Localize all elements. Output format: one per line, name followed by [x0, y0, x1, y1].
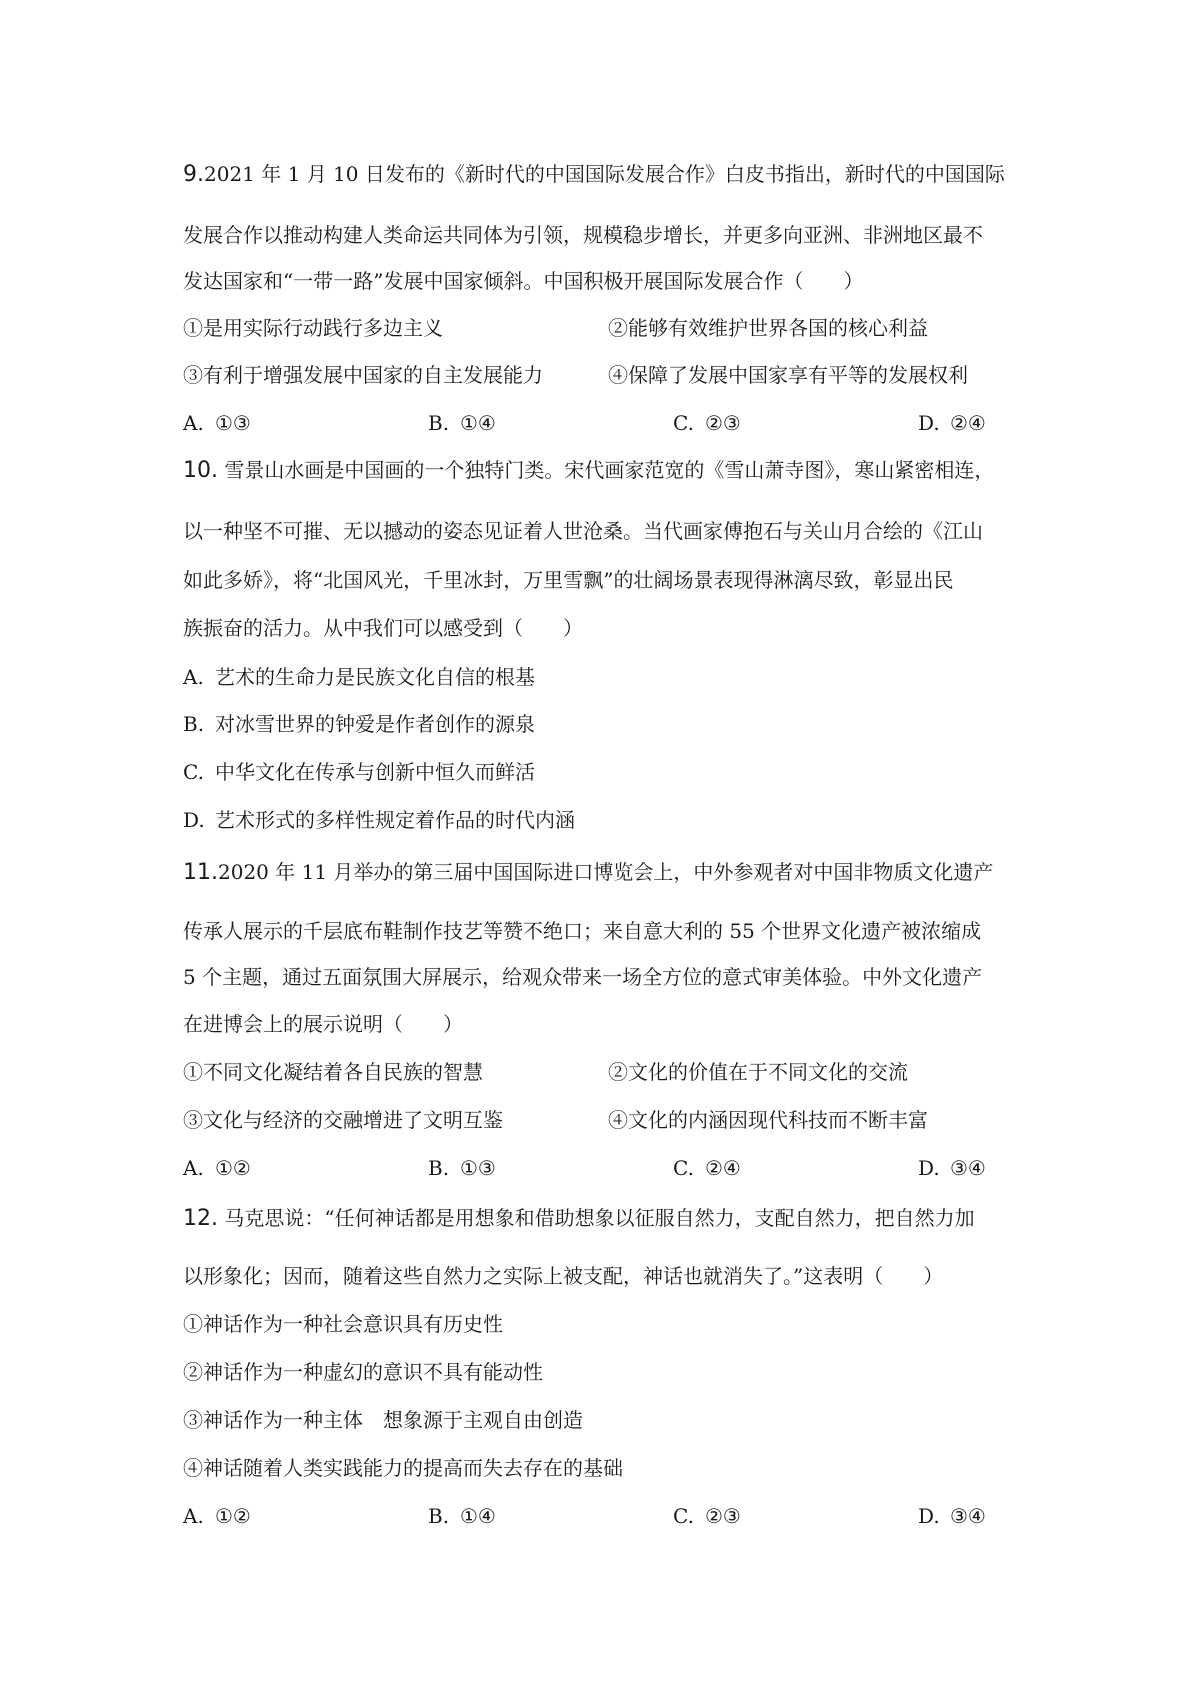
q9-line-1 — [183, 160, 1033, 189]
q11-choice-b[interactable] — [428, 1154, 496, 1182]
q12-text-1: 马克思说：“任何神话都是用想象和借助想象以征服自然力，支配自然力，把自然力加 — [224, 1206, 975, 1230]
q9-number: 9. — [183, 162, 204, 187]
q9-choice-d[interactable] — [918, 409, 986, 437]
choice-text: ②③ — [705, 411, 741, 435]
choice-text: 艺术的生命力是民族文化自信的根基 — [215, 665, 535, 689]
q12-line-2: 以形象化；因而，随着这些自然力之实际上被支配，神话也就消失了。”这表明（ ） — [183, 1264, 944, 1288]
q11-choice-d[interactable] — [918, 1154, 986, 1182]
choice-letter: D. — [918, 411, 940, 435]
choice-text: ①② — [215, 1156, 251, 1180]
choice-text: ②④ — [950, 411, 986, 435]
q9-statement-3: ③有利于增强发展中国家的自主发展能力 — [183, 363, 543, 387]
q10-choice-c[interactable] — [183, 758, 1033, 786]
choice-text: ①④ — [460, 411, 496, 435]
choice-text: ②③ — [705, 1504, 741, 1528]
choice-letter: B. — [428, 1504, 450, 1528]
q12-choice-a[interactable] — [183, 1502, 251, 1530]
choice-text: ①② — [215, 1504, 251, 1528]
q10-line-1 — [183, 456, 1033, 485]
choice-text: 对冰雪世界的钟爱是作者创作的源泉 — [215, 712, 535, 736]
q12-statement-1: ①神话作为一种社会意识具有历史性 — [183, 1312, 503, 1336]
q9-choice-b[interactable] — [428, 409, 496, 437]
q10-line-3: 如此多娇》，将“北国风光，千里冰封，万里雪飘”的壮阔场景表现得淋漓尽致，彰显出民 — [183, 568, 954, 592]
q9-text-1: 2021 年 1 月 10 日发布的《新时代的中国国际发展合作》白皮书指出，新时代的中国国际 — [204, 162, 1005, 186]
q9-choice-a[interactable] — [183, 409, 251, 437]
q11-statement-2: ②文化的价值在于不同文化的交流 — [608, 1060, 908, 1084]
choice-letter: B. — [428, 1156, 450, 1180]
choice-text: 中华文化在传承与创新中恒久而鲜活 — [215, 760, 535, 784]
q12-number: 12. — [183, 1206, 218, 1231]
choice-text: ①③ — [460, 1156, 496, 1180]
q11-line-3: 5 个主题，通过五面氛围大屏展示，给观众带来一场全方位的意式审美体验。中外文化遗产 — [183, 965, 983, 989]
q10-line-2: 以一种坚不可摧、无以撼动的姿态见证着人世沧桑。当代画家傅抱石与关山月合绘的《江山 — [183, 519, 983, 543]
choice-text: 艺术形式的多样性规定着作品的时代内涵 — [215, 808, 575, 832]
q11-statement-3: ③文化与经济的交融增进了文明互鉴 — [183, 1108, 503, 1132]
q12-choice-c[interactable] — [673, 1502, 741, 1530]
choice-letter: B. — [183, 712, 205, 736]
q10-line-4: 族振奋的活力。从中我们可以感受到（ ） — [183, 616, 583, 640]
choice-letter: C. — [673, 1156, 694, 1180]
choice-letter: D. — [918, 1504, 940, 1528]
q10-choice-b[interactable] — [183, 710, 1033, 738]
choice-letter: C. — [673, 411, 694, 435]
q9-line-3: 发达国家和“一带一路”发展中国家倾斜。中国积极开展国际发展合作（ ） — [183, 269, 864, 293]
q10-text-1: 雪景山水画是中国画的一个独特门类。宋代画家范宽的《雪山萧寺图》，寒山紧密相连， — [224, 458, 995, 482]
choice-letter: C. — [673, 1504, 694, 1528]
q11-statement-4: ④文化的内涵因现代科技而不断丰富 — [608, 1108, 928, 1132]
choice-text: ①④ — [460, 1504, 496, 1528]
q10-choice-d[interactable] — [183, 806, 1033, 834]
q9-statement-2: ②能够有效维护世界各国的核心利益 — [608, 316, 928, 340]
q11-statement-1: ①不同文化凝结着各自民族的智慧 — [183, 1060, 483, 1084]
q11-choice-c[interactable] — [673, 1154, 741, 1182]
q11-number: 11. — [183, 860, 218, 885]
q12-line-1 — [183, 1204, 1033, 1233]
q9-statement-1: ①是用实际行动践行多边主义 — [183, 316, 443, 340]
choice-letter: D. — [918, 1156, 940, 1180]
choice-text: ③④ — [950, 1504, 986, 1528]
q11-choice-a[interactable] — [183, 1154, 251, 1182]
q12-choice-b[interactable] — [428, 1502, 496, 1530]
choice-text: ③④ — [950, 1156, 986, 1180]
choice-letter: A. — [183, 1504, 204, 1528]
choice-letter: A. — [183, 1156, 204, 1180]
q9-choice-c[interactable] — [673, 409, 741, 437]
choice-letter: D. — [183, 808, 205, 832]
q10-number: 10. — [183, 458, 218, 483]
q11-line-2: 传承人展示的千层底布鞋制作技艺等赞不绝口；来自意大利的 55 个世界文化遗产被浓缩成 — [183, 919, 982, 943]
choice-letter: A. — [183, 411, 204, 435]
choice-letter: B. — [428, 411, 450, 435]
q12-statement-3: ③神话作为一种主体 想象源于主观自由创造 — [183, 1408, 583, 1432]
q11-text-1: 2020 年 11 月举办的第三届中国国际进口博览会上，中外参观者对中国非物质文化遗产 — [218, 860, 994, 884]
choice-text: ①③ — [215, 411, 251, 435]
q9-line-2: 发展合作以推动构建人类命运共同体为引领，规模稳步增长，并更多向亚洲、非洲地区最不 — [183, 223, 983, 247]
q9-statement-4: ④保障了发展中国家享有平等的发展权利 — [608, 363, 968, 387]
choice-text: ②④ — [705, 1156, 741, 1180]
q12-statement-2: ②神话作为一种虚幻的意识不具有能动性 — [183, 1360, 543, 1384]
q10-choice-a[interactable] — [183, 663, 1033, 691]
q12-statement-4: ④神话随着人类实践能力的提高而失去存在的基础 — [183, 1456, 623, 1480]
q11-line-1 — [183, 858, 1033, 887]
q12-choice-d[interactable] — [918, 1502, 986, 1530]
choice-letter: C. — [183, 760, 204, 784]
choice-letter: A. — [183, 665, 204, 689]
q11-line-4: 在进博会上的展示说明（ ） — [183, 1012, 463, 1036]
